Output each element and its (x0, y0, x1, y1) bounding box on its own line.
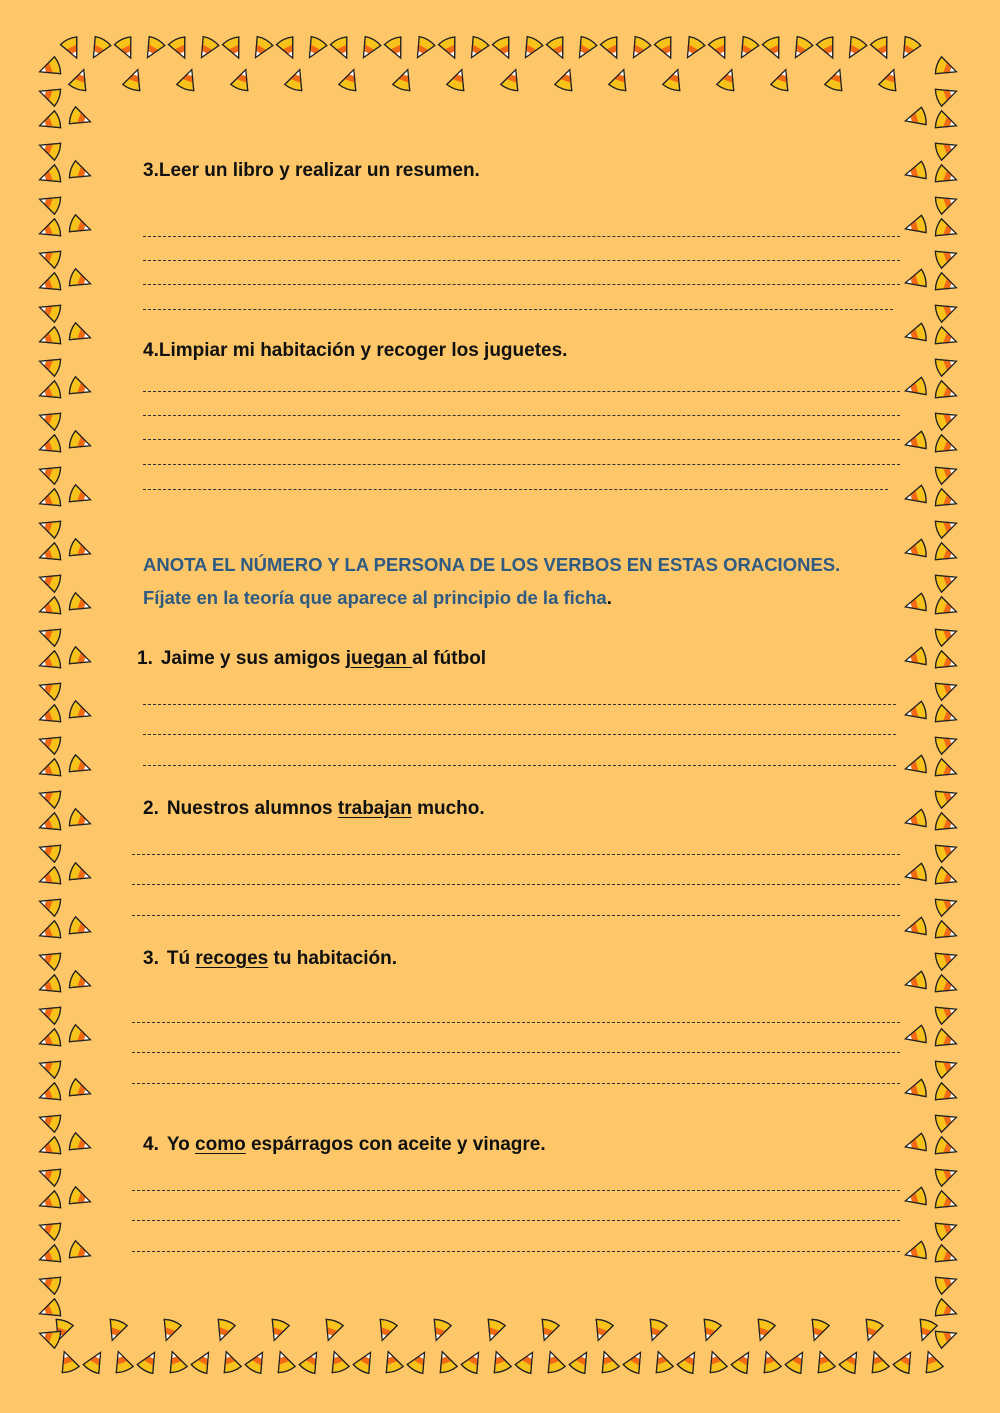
candy-corn-icon (934, 596, 959, 620)
candy-corn-icon (788, 35, 814, 62)
candy-corn-icon (752, 1318, 776, 1343)
candy-corn-icon (934, 1271, 959, 1295)
candy-corn-icon (68, 106, 93, 130)
candy-corn-icon (37, 488, 62, 512)
candy-corn-icon (934, 569, 959, 593)
candy-corn-icon (37, 1163, 62, 1187)
candy-corn-icon (410, 35, 436, 62)
candy-corn-icon (934, 1244, 959, 1268)
candy-corn-icon (37, 218, 62, 242)
candy-corn-icon (68, 1078, 93, 1102)
candy-corn-icon (37, 299, 62, 323)
candy-corn-icon (68, 268, 93, 292)
candy-corn-icon (374, 1318, 398, 1343)
candy-corn-icon (68, 214, 93, 238)
sentence-number: 1. (137, 648, 153, 669)
candy-corn-icon (536, 1318, 560, 1343)
candy-corn-icon (68, 67, 92, 92)
candy-corn-icon (326, 1349, 350, 1374)
candy-corn-icon (37, 1055, 62, 1079)
candy-corn-icon (934, 758, 959, 782)
answer-line[interactable] (143, 734, 896, 735)
candy-corn-icon (546, 36, 571, 62)
answer-line[interactable] (132, 1083, 900, 1084)
candy-corn-icon (866, 1349, 890, 1374)
candy-corn-icon (934, 812, 959, 836)
candy-corn-icon (870, 36, 895, 62)
candy-corn-icon (37, 353, 62, 377)
candy-corn-icon (903, 1025, 927, 1048)
candy-corn-icon (934, 515, 959, 539)
candy-corn-icon (68, 538, 93, 562)
candy-corn-icon (464, 35, 490, 62)
candy-corn-icon (37, 272, 62, 296)
candy-corn-icon (37, 461, 62, 485)
candy-corn-icon (824, 67, 848, 92)
candy-corn-icon (514, 1348, 540, 1375)
candy-corn-icon (194, 35, 220, 62)
candy-corn-icon (920, 1349, 944, 1374)
candy-corn-icon (37, 1217, 62, 1241)
candy-corn-icon (37, 164, 62, 188)
answer-line[interactable] (143, 704, 896, 705)
candy-corn-icon (356, 35, 382, 62)
sentence-text-after: tu habitación. (268, 948, 398, 969)
candy-corn-icon (446, 67, 470, 92)
sentence-text-before: Tú (166, 948, 196, 969)
candy-corn-icon (434, 1349, 458, 1374)
candy-corn-icon (758, 1349, 782, 1374)
candy-corn-icon (114, 36, 139, 62)
candy-corn-icon (68, 1186, 93, 1210)
candy-corn-icon (56, 1349, 80, 1374)
candy-corn-icon (37, 785, 62, 809)
candy-corn-icon (762, 36, 787, 62)
sentence-text-before: Yo (166, 1134, 196, 1155)
candy-corn-icon (68, 916, 93, 940)
answer-line[interactable] (143, 260, 900, 261)
candy-corn-icon (812, 1349, 836, 1374)
candy-corn-icon (37, 110, 62, 134)
candy-corn-icon (934, 299, 959, 323)
candy-corn-icon (37, 380, 62, 404)
candy-corn-icon (330, 36, 355, 62)
candy-corn-icon (903, 377, 927, 400)
candy-corn-icon (934, 56, 959, 80)
candy-corn-icon (460, 1348, 486, 1375)
candy-corn-icon (770, 67, 794, 92)
answer-line[interactable] (132, 884, 900, 885)
answer-line[interactable] (132, 1052, 900, 1053)
candy-corn-icon (37, 191, 62, 215)
candy-corn-icon (302, 35, 328, 62)
candy-corn-icon (37, 542, 62, 566)
candy-corn-icon (266, 1318, 290, 1343)
candy-corn-icon (37, 1136, 62, 1160)
candy-corn-icon (272, 1349, 296, 1374)
answer-line[interactable] (143, 489, 888, 490)
candy-corn-icon (68, 700, 93, 724)
candy-corn-icon (934, 974, 959, 998)
candy-corn-icon (37, 1028, 62, 1052)
candy-corn-icon (903, 269, 927, 292)
candy-corn-icon (37, 1271, 62, 1295)
instruction-heading: ANOTA EL NÚMERO Y LA PERSONA DE LOS VERBOS EN ESTAS ORACIONES. (143, 554, 841, 575)
candy-corn-icon (708, 36, 733, 62)
answer-line[interactable] (132, 854, 900, 855)
answer-line[interactable] (132, 1190, 900, 1191)
answer-line[interactable] (143, 765, 896, 766)
candy-corn-icon (934, 731, 959, 755)
candy-corn-icon (934, 1109, 959, 1133)
answer-line[interactable] (143, 284, 900, 285)
candy-corn-icon (37, 623, 62, 647)
answer-line[interactable] (132, 915, 900, 916)
candy-corn-icon (37, 866, 62, 890)
candy-corn-icon (842, 35, 868, 62)
candy-corn-icon (352, 1348, 378, 1375)
sentence-verb: como (195, 1134, 246, 1155)
candy-corn-icon (934, 650, 959, 674)
candy-corn-icon (838, 1348, 864, 1375)
candy-corn-icon (903, 1133, 927, 1156)
sentence-number: 3. (143, 948, 159, 969)
candy-corn-icon (37, 1001, 62, 1025)
candy-corn-icon (934, 1163, 959, 1187)
candy-corn-icon (37, 1244, 62, 1268)
candy-corn-icon (68, 1240, 93, 1264)
candy-corn-icon (222, 36, 247, 62)
candy-corn-icon (934, 83, 959, 107)
sentence-number: 4. (143, 1134, 159, 1155)
candy-corn-icon (158, 1318, 182, 1343)
candy-corn-icon (934, 1325, 959, 1349)
candy-corn-icon (86, 35, 112, 62)
candy-corn-icon (37, 758, 62, 782)
candy-corn-icon (903, 215, 927, 238)
candy-corn-icon (903, 593, 927, 616)
candy-corn-icon (903, 971, 927, 994)
candy-corn-icon (500, 67, 524, 92)
candy-corn-icon (878, 67, 902, 92)
candy-corn-icon (82, 1348, 108, 1375)
candy-corn-icon (37, 677, 62, 701)
sentence-number: 2. (143, 798, 159, 819)
candy-corn-icon (903, 863, 927, 886)
sentence-text-after: mucho. (411, 798, 485, 819)
candy-corn-icon (37, 812, 62, 836)
sentence-verb: juegan (345, 648, 413, 669)
candy-corn-icon (654, 36, 679, 62)
candy-corn-icon (284, 67, 308, 92)
candy-corn-icon (934, 434, 959, 458)
candy-corn-icon (662, 67, 686, 92)
candy-corn-icon (37, 434, 62, 458)
candy-corn-icon (37, 569, 62, 593)
candy-corn-icon (730, 1348, 756, 1375)
candy-corn-icon (68, 160, 93, 184)
candy-corn-icon (934, 893, 959, 917)
candy-corn-icon (37, 920, 62, 944)
candy-corn-icon (68, 754, 93, 778)
candy-corn-icon (168, 36, 193, 62)
candy-corn-icon (518, 35, 544, 62)
candy-corn-icon (903, 539, 927, 562)
candy-corn-icon (934, 461, 959, 485)
candy-corn-icon (554, 67, 578, 92)
sentence-text-after: espárragos con aceite y vinagre. (245, 1134, 546, 1155)
candy-corn-icon (572, 35, 598, 62)
candy-corn-icon (934, 191, 959, 215)
instruction-subheading (143, 587, 612, 609)
candy-corn-icon (903, 107, 927, 130)
candy-corn-icon (176, 67, 200, 92)
candy-corn-icon (230, 67, 254, 92)
candy-corn-icon (934, 272, 959, 296)
answer-line[interactable] (143, 236, 900, 237)
candy-corn-icon (903, 1079, 927, 1102)
candy-corn-icon (934, 407, 959, 431)
candy-corn-icon (492, 36, 517, 62)
candy-corn-icon (704, 1349, 728, 1374)
candy-corn-icon (136, 1348, 162, 1375)
sentence-verb: trabajan (337, 798, 412, 819)
answer-line[interactable] (143, 415, 900, 416)
candy-corn-icon (903, 485, 927, 508)
candy-corn-icon (903, 1187, 927, 1210)
candy-corn-icon (338, 67, 362, 92)
candy-corn-icon (190, 1348, 216, 1375)
sentence-verb: recoges (195, 948, 269, 969)
candy-corn-icon (934, 164, 959, 188)
candy-corn-icon (37, 515, 62, 539)
candy-corn-icon (37, 596, 62, 620)
candy-corn-icon (734, 35, 760, 62)
candy-corn-icon (140, 35, 166, 62)
candy-corn-icon (542, 1349, 566, 1374)
candy-corn-icon (122, 67, 146, 92)
candy-corn-icon (934, 1136, 959, 1160)
instruction-period: . (606, 587, 612, 608)
candy-corn-icon (934, 1298, 959, 1322)
candy-corn-icon (212, 1318, 236, 1343)
candy-corn-icon (934, 326, 959, 350)
candy-corn-icon (110, 1349, 134, 1374)
candy-corn-icon (568, 1348, 594, 1375)
candy-corn-icon (903, 701, 927, 724)
candy-corn-icon (934, 1028, 959, 1052)
candy-corn-icon (934, 1190, 959, 1214)
candy-corn-icon (934, 839, 959, 863)
candy-corn-icon (676, 1348, 702, 1375)
candy-corn-icon (298, 1348, 324, 1375)
candy-corn-icon (650, 1349, 674, 1374)
candy-corn-icon (37, 83, 62, 107)
sentence-text-before: Nuestros alumnos (166, 798, 338, 819)
candy-corn-icon (276, 36, 301, 62)
candy-corn-icon (698, 1318, 722, 1343)
candy-corn-icon (934, 623, 959, 647)
sentence-4 (143, 1134, 546, 1156)
task-4-title: 4.Limpiar mi habitación y recoger los juguetes. (143, 340, 568, 361)
candy-corn-icon (934, 380, 959, 404)
candy-corn-icon (37, 974, 62, 998)
candy-corn-icon (934, 1055, 959, 1079)
candy-corn-icon (934, 218, 959, 242)
task-3-title: 3.Leer un libro y realizar un resumen. (143, 160, 480, 181)
candy-corn-icon (428, 1318, 452, 1343)
candy-corn-icon (934, 677, 959, 701)
candy-corn-icon (37, 839, 62, 863)
candy-corn-icon (934, 1217, 959, 1241)
candy-corn-icon (903, 647, 927, 670)
candy-corn-icon (934, 785, 959, 809)
candy-corn-icon (37, 1190, 62, 1214)
answer-line[interactable] (143, 309, 893, 310)
candy-corn-icon (903, 323, 927, 346)
candy-corn-icon (934, 920, 959, 944)
candy-corn-icon (892, 1348, 918, 1375)
candy-corn-icon (934, 866, 959, 890)
candy-corn-icon (934, 704, 959, 728)
candy-corn-icon (320, 1318, 344, 1343)
candy-corn-icon (406, 1348, 432, 1375)
candy-corn-icon (37, 1082, 62, 1106)
candy-corn-icon (903, 161, 927, 184)
candy-corn-icon (934, 1001, 959, 1025)
candy-corn-icon (934, 353, 959, 377)
candy-corn-icon (68, 1024, 93, 1048)
candy-corn-icon (438, 36, 463, 62)
candy-corn-icon (860, 1318, 884, 1343)
candy-corn-icon (903, 809, 927, 832)
candy-corn-icon (590, 1318, 614, 1343)
answer-line[interactable] (132, 1220, 900, 1221)
candy-corn-icon (37, 137, 62, 161)
candy-corn-icon (37, 704, 62, 728)
candy-corn-icon (60, 36, 85, 62)
sentence-text-before: Jaime y sus amigos (160, 648, 346, 669)
candy-corn-icon (488, 1349, 512, 1374)
candy-corn-icon (37, 56, 62, 80)
answer-line[interactable] (143, 391, 900, 392)
instruction-text: Fíjate en la teoría que aparece al principio de la ficha (143, 587, 607, 608)
candy-corn-icon (68, 430, 93, 454)
answer-line[interactable] (132, 1022, 900, 1023)
candy-corn-icon (784, 1348, 810, 1375)
candy-corn-icon (68, 970, 93, 994)
candy-corn-icon (68, 484, 93, 508)
candy-corn-icon (68, 1132, 93, 1156)
candy-corn-icon (68, 862, 93, 886)
answer-line[interactable] (143, 464, 900, 465)
candy-corn-icon (68, 646, 93, 670)
candy-corn-icon (37, 947, 62, 971)
candy-corn-icon (104, 1318, 128, 1343)
candy-corn-icon (626, 35, 652, 62)
candy-corn-icon (37, 326, 62, 350)
candy-corn-icon (934, 542, 959, 566)
candy-corn-icon (37, 1298, 62, 1322)
candy-corn-icon (37, 407, 62, 431)
candy-corn-icon (37, 650, 62, 674)
candy-corn-icon (596, 1349, 620, 1374)
candy-corn-icon (644, 1318, 668, 1343)
answer-line[interactable] (143, 439, 900, 440)
candy-corn-icon (934, 1082, 959, 1106)
sentence-3 (143, 948, 397, 970)
answer-line[interactable] (132, 1251, 900, 1252)
sentence-1 (137, 648, 486, 670)
candy-corn-icon (608, 67, 632, 92)
candy-corn-icon (934, 947, 959, 971)
candy-corn-icon (244, 1348, 270, 1375)
candy-corn-icon (903, 1241, 927, 1264)
candy-corn-icon (816, 36, 841, 62)
candy-corn-icon (37, 245, 62, 269)
candy-corn-icon (896, 35, 922, 62)
sentence-text-after: al fútbol (412, 648, 487, 669)
candy-corn-icon (164, 1349, 188, 1374)
candy-corn-icon (68, 808, 93, 832)
candy-corn-icon (680, 35, 706, 62)
candy-corn-icon (600, 36, 625, 62)
candy-corn-icon (934, 110, 959, 134)
candy-corn-icon (622, 1348, 648, 1375)
candy-corn-icon (903, 917, 927, 940)
candy-corn-icon (218, 1349, 242, 1374)
candy-corn-icon (482, 1318, 506, 1343)
candy-corn-icon (903, 755, 927, 778)
candy-corn-icon (914, 1318, 938, 1343)
candy-corn-icon (380, 1349, 404, 1374)
candy-corn-icon (392, 67, 416, 92)
candy-corn-icon (934, 245, 959, 269)
candy-corn-icon (903, 431, 927, 454)
sentence-2 (143, 798, 485, 820)
candy-corn-icon (68, 376, 93, 400)
candy-corn-icon (248, 35, 274, 62)
candy-corn-icon (68, 592, 93, 616)
candy-corn-icon (68, 322, 93, 346)
candy-corn-icon (934, 137, 959, 161)
candy-corn-icon (37, 731, 62, 755)
candy-corn-icon (37, 1109, 62, 1133)
candy-corn-icon (37, 893, 62, 917)
candy-corn-icon (716, 67, 740, 92)
candy-corn-icon (934, 488, 959, 512)
candy-corn-icon (384, 36, 409, 62)
candy-corn-icon (806, 1318, 830, 1343)
